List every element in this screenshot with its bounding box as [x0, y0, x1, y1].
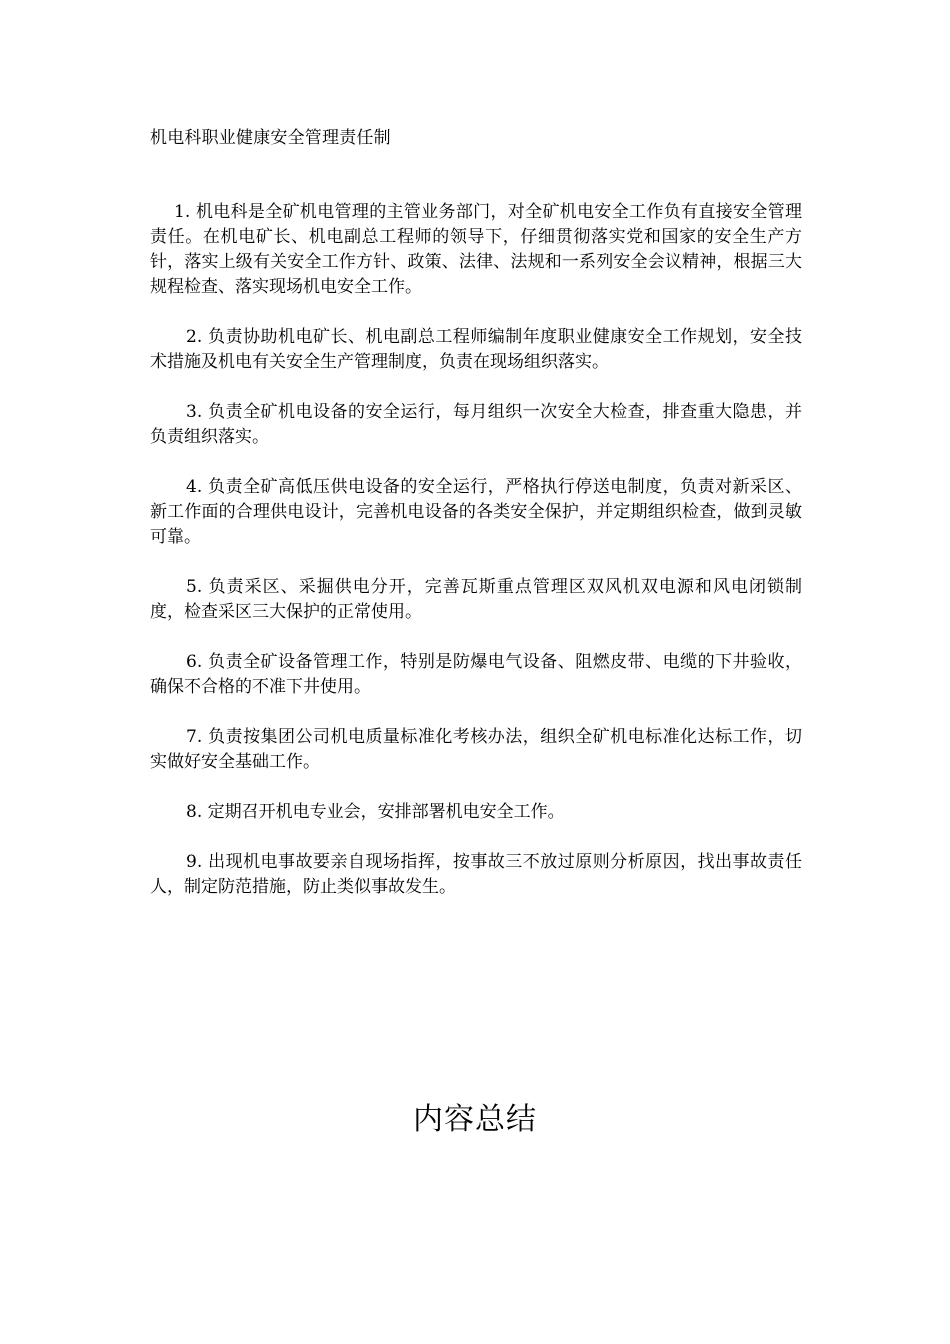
summary-heading: 内容总结: [413, 1102, 537, 1137]
paragraph-2: 2. 负责协助机电矿长、机电副总工程师编制年度职业健康安全工作规划，安全技术措施及机电有关安全生产管理制度，负责在现场组织落实。: [150, 327, 802, 372]
document-body: [150, 200, 802, 925]
document-title: 机电科职业健康安全管理责任制: [150, 128, 391, 148]
paragraph-4: 4. 负责全矿高低压供电设备的安全运行，严格执行停送电制度，负责对新采区、新工作面的合理供电设计，完善机电设备的各类安全保护，并定期组织检查，做到灵敏可靠。: [150, 477, 802, 547]
paragraph-1: 1. 机电科是全矿机电管理的主管业务部门，对全矿机电安全工作负有直接安全管理责任。在机电矿长、机电副总工程师的领导下，仔细贯彻落实党和国家的安全生产方针，落实上级有关安全工作方针、政策、法律、法规和一系列安全会议精神，根据三大规程检查、落实现场机电安全工作。: [150, 202, 802, 297]
paragraph-7: 7. 负责按集团公司机电质量标准化考核办法，组织全矿机电标准化达标工作，切实做好安全基础工作。: [150, 727, 802, 772]
paragraph-5: 5. 负责采区、采掘供电分开，完善瓦斯重点管理区双风机双电源和风电闭锁制度，检查采区三大保护的正常使用。: [150, 577, 802, 622]
paragraph-9: 9. 出现机电事故要亲自现场指挥，按事故三不放过原则分析原因，找出事故责任人，制定防范措施，防止类似事故发生。: [150, 852, 802, 897]
paragraph-8: 8. 定期召开机电专业会，安排部署机电安全工作。: [186, 802, 565, 822]
paragraph-6: 6. 负责全矿设备管理工作，特别是防爆电气设备、阻燃皮带、电缆的下井验收，确保不合格的不准下井使用。: [150, 652, 802, 697]
paragraph-3: 3. 负责全矿机电设备的安全运行，每月组织一次安全大检查，排查重大隐患，并负责组织落实。: [150, 402, 802, 447]
